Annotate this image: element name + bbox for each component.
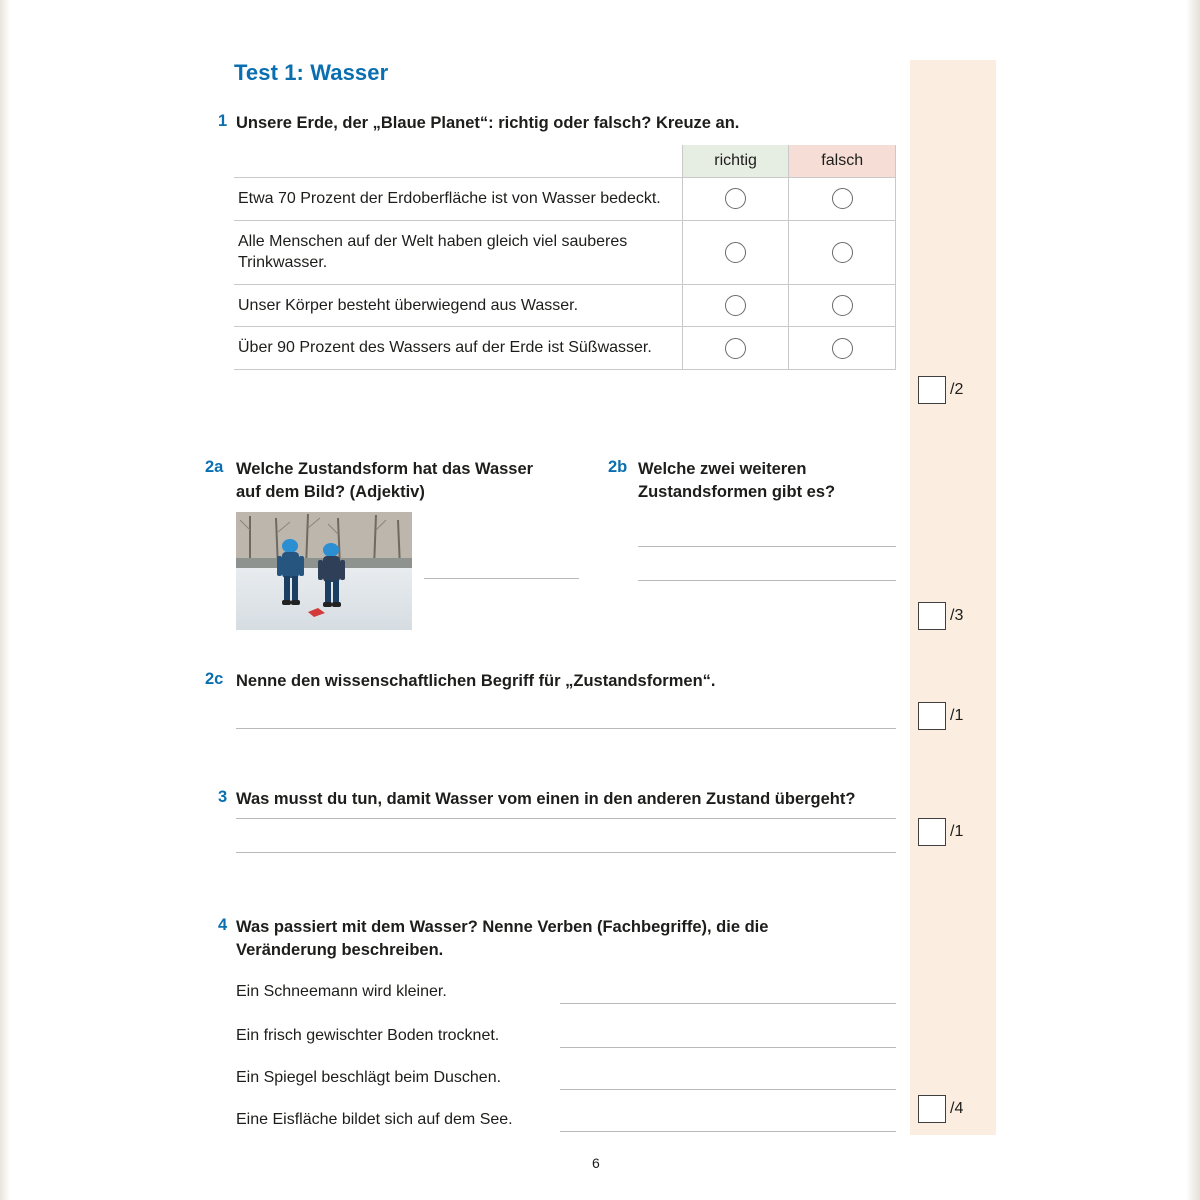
score-task-2[interactable] xyxy=(918,602,963,630)
radio-circle-richtig[interactable] xyxy=(725,188,746,209)
score-task-1[interactable] xyxy=(918,376,963,404)
page-title: Test 1: Wasser xyxy=(234,60,389,85)
task-4-item-2: Ein frisch gewischter Boden trocknet. xyxy=(236,1027,500,1044)
table-header-falsch: falsch xyxy=(789,145,896,178)
table-header-richtig: richtig xyxy=(682,145,789,178)
richtig-cell[interactable] xyxy=(682,178,789,221)
radio-circle-falsch[interactable] xyxy=(832,242,853,263)
ice-photo xyxy=(236,512,412,630)
table-header-blank xyxy=(234,145,682,178)
table-row xyxy=(234,220,896,284)
table-row xyxy=(234,327,896,370)
task-3-prompt: Was musst du tun, damit Wasser vom einen in den anderen Zustand übergeht? xyxy=(236,790,856,808)
radio-circle-falsch[interactable] xyxy=(832,188,853,209)
score-task-2c[interactable] xyxy=(918,702,963,730)
falsch-cell[interactable] xyxy=(789,284,896,327)
statement-text: Etwa 70 Prozent der Erdoberfläche ist von Wasser bedeckt. xyxy=(234,178,682,221)
score-max: /4 xyxy=(950,1100,964,1117)
score-max: /1 xyxy=(950,823,964,840)
richtig-cell[interactable] xyxy=(682,220,789,284)
task-2c-number: 2c xyxy=(205,670,224,688)
task-4-answer-line-3[interactable] xyxy=(560,1089,896,1090)
task-2b-prompt: Welche zwei weiteren Zustandsformen gibt es? xyxy=(638,460,836,502)
table-header-row xyxy=(234,145,896,178)
score-max: /1 xyxy=(950,707,964,724)
statement-text: Unser Körper besteht überwiegend aus Wasser. xyxy=(234,284,682,327)
task-2a-answer-line[interactable] xyxy=(424,578,579,579)
score-task-3[interactable] xyxy=(918,818,963,846)
richtig-cell[interactable] xyxy=(682,327,789,370)
score-input-box[interactable] xyxy=(918,818,946,846)
radio-circle-falsch[interactable] xyxy=(832,295,853,316)
score-input-box[interactable] xyxy=(918,702,946,730)
radio-circle-richtig[interactable] xyxy=(725,295,746,316)
task-4-item-1: Ein Schneemann wird kleiner. xyxy=(236,983,447,1000)
score-input-box[interactable] xyxy=(918,376,946,404)
statement-text: Alle Menschen auf der Welt haben gleich viel sauberes Trinkwasser. xyxy=(234,220,682,284)
table-row xyxy=(234,178,896,221)
radio-circle-richtig[interactable] xyxy=(725,242,746,263)
task-1-number: 1 xyxy=(218,112,228,130)
task-2b-answer-line-1[interactable] xyxy=(638,546,896,547)
task-3-number: 3 xyxy=(218,788,228,806)
score-max: /3 xyxy=(950,607,964,624)
task-2b-number: 2b xyxy=(608,458,628,476)
task-4-answer-line-4[interactable] xyxy=(560,1131,896,1132)
table-row xyxy=(234,284,896,327)
radio-circle-falsch[interactable] xyxy=(832,338,853,359)
task-3-answer-line-2[interactable] xyxy=(236,852,896,853)
task-4-answer-line-1[interactable] xyxy=(560,1003,896,1004)
task-4-prompt: Was passiert mit dem Wasser? Nenne Verben (Fachbegriffe), die die Veränderung beschreiben. xyxy=(236,918,769,960)
task-2c-prompt: Nenne den wissenschaftlichen Begriff für „Zustandsformen“. xyxy=(236,672,716,690)
task-4-item-4: Eine Eisfläche bildet sich auf dem See. xyxy=(236,1111,513,1128)
task-2b-answer-line-2[interactable] xyxy=(638,580,896,581)
score-input-box[interactable] xyxy=(918,1095,946,1123)
task-1-prompt: Unsere Erde, der „Blaue Planet“: richtig oder falsch? Kreuze an. xyxy=(236,114,740,132)
statement-text: Über 90 Prozent des Wassers auf der Erde ist Süßwasser. xyxy=(234,327,682,370)
task-4-answer-line-2[interactable] xyxy=(560,1047,896,1048)
task-4-item-3: Ein Spiegel beschlägt beim Duschen. xyxy=(236,1069,502,1086)
task-2c-answer-line[interactable] xyxy=(236,728,896,729)
task-1-table xyxy=(234,145,896,370)
task-3-answer-line-1[interactable] xyxy=(236,818,896,819)
task-2a-prompt: Welche Zustandsform hat das Wasser auf dem Bild? (Adjektiv) xyxy=(236,460,534,502)
score-task-4[interactable] xyxy=(918,1095,963,1123)
radio-circle-richtig[interactable] xyxy=(725,338,746,359)
page-number: 6 xyxy=(592,1155,600,1171)
score-column xyxy=(910,60,996,1135)
score-input-box[interactable] xyxy=(918,602,946,630)
score-max: /2 xyxy=(950,381,964,398)
richtig-cell[interactable] xyxy=(682,284,789,327)
falsch-cell[interactable] xyxy=(789,220,896,284)
page-edge-right xyxy=(1186,0,1200,1200)
photo-children xyxy=(236,512,412,630)
task-4-number: 4 xyxy=(218,916,228,934)
task-2a-number: 2a xyxy=(205,458,224,476)
falsch-cell[interactable] xyxy=(789,327,896,370)
falsch-cell[interactable] xyxy=(789,178,896,221)
